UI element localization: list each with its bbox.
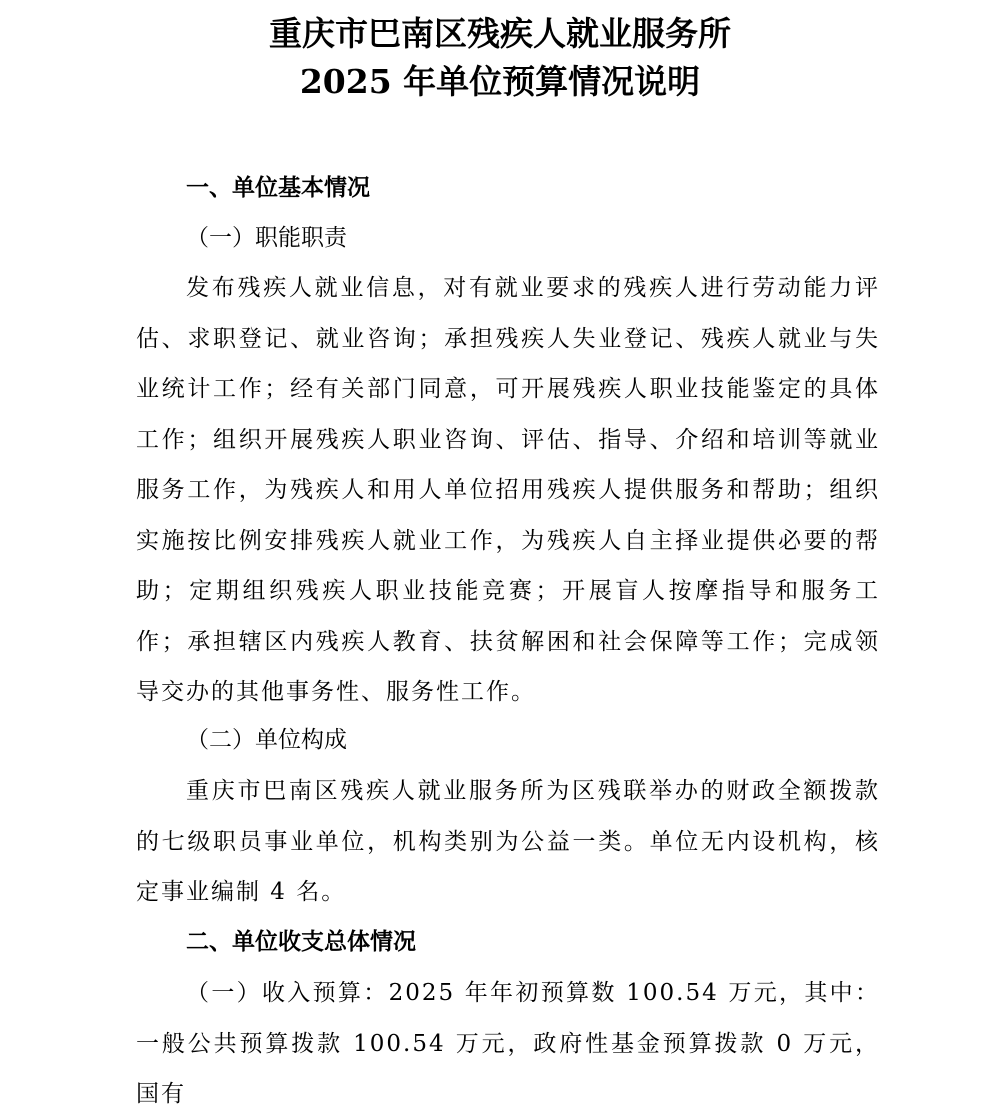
section1-sub1-heading: （一）职能职责 bbox=[186, 225, 347, 251]
section2-heading: 二、单位收支总体情况 bbox=[186, 928, 416, 955]
section1-sub1-paragraph: 发布残疾人就业信息，对有就业要求的残疾人进行劳动能力评估、求职登记、就业咨询；承担残疾人失业登记、残疾人就业与失业统计工作；经有关部门同意，可开展残疾人职业技能鉴定的具体工作；组织开展残疾人职业咨询、评估、指导、介绍和培训等就业服务工作，为残疾人和用人单位招用残疾人提供服务和帮助；组织实施按比例安排残疾人就业工作，为残疾人自主择业提供必要的帮助；定期组织残疾人职业技能竞赛；开展盲人按摩指导和服务工作；承担辖区内残疾人教育、扶贫解困和社会保障等工作；完成领导交办的其他事务性、服务性工作。 bbox=[136, 275, 880, 705]
section2-sub1-paragraph: （一）收入预算：2025 年年初预算数 100.54 万元，其中：一般公共预算拨款 100.54 万元，政府性基金预算拨款 0 万元，国有 bbox=[136, 980, 880, 1107]
document-title-line2: 2025 年单位预算情况说明 bbox=[299, 62, 701, 101]
document-title-line1: 重庆市巴南区残疾人就业服务所 bbox=[269, 14, 731, 53]
section1-heading: 一、单位基本情况 bbox=[186, 174, 370, 201]
section1-sub2-paragraph: 重庆市巴南区残疾人就业服务所为区残联举办的财政全额拨款的七级职员事业单位，机构类别为公益一类。单位无内设机构，核定事业编制 4 名。 bbox=[136, 778, 880, 905]
section1-sub2-heading: （二）单位构成 bbox=[186, 727, 347, 753]
